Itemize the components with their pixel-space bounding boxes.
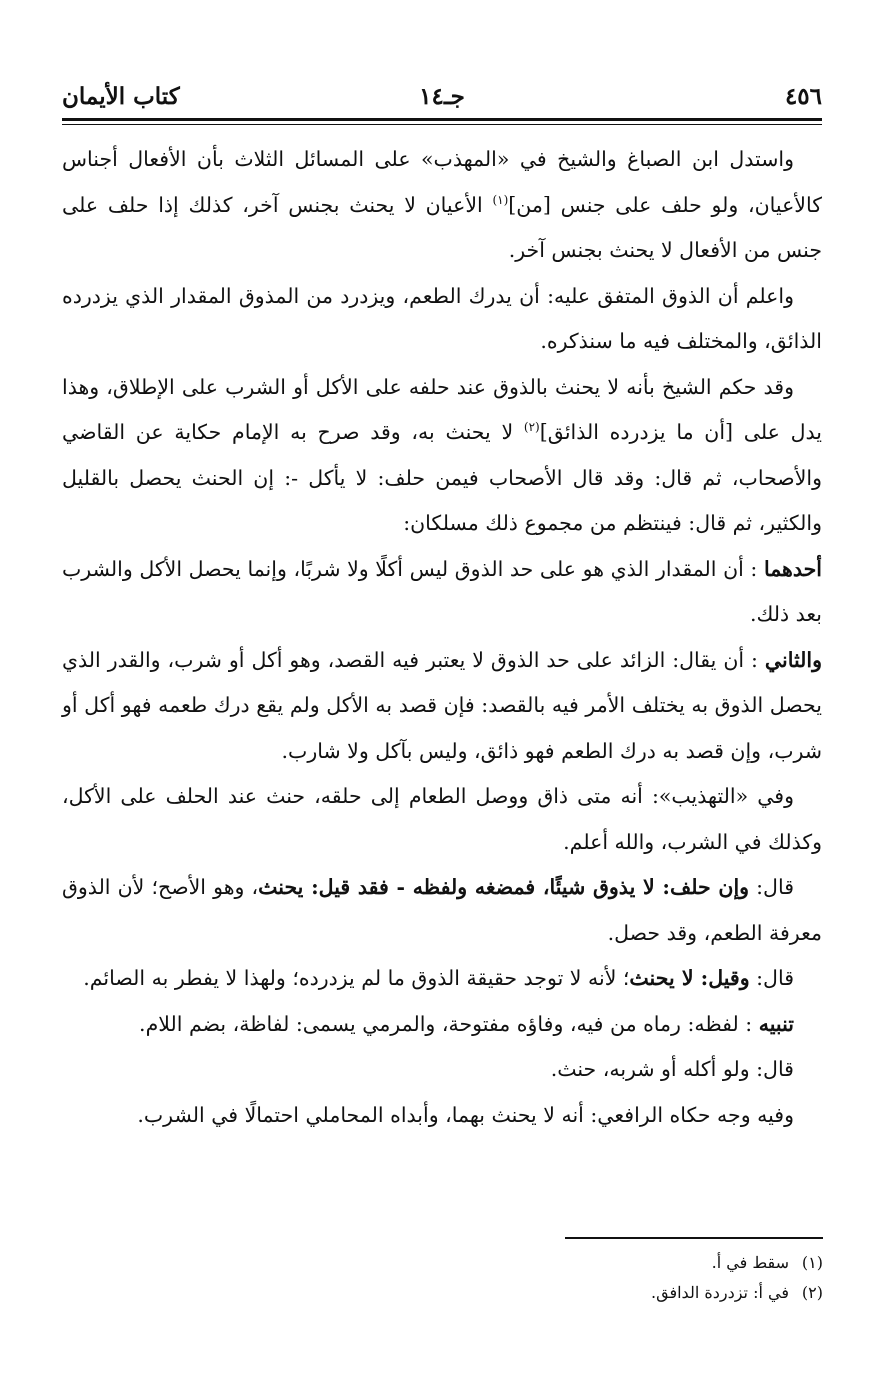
paragraph: وفي «التهذيب»: أنه متى ذاق ووصل الطعام إلى حلقه، حنث عند الحلف على الأكل، وكذلك في الشرب، والله أعلم. <box>62 784 822 854</box>
bold-matn: وإن حلف: لا يذوق شيئًا، فمضغه ولفظه - فقد قيل: يحنث <box>258 875 750 899</box>
paragraph: وفيه وجه حكاه الرافعي: أنه لا يحنث بهما، وأبداه المحاملي احتمالًا في الشرب. <box>137 1102 794 1127</box>
book-title: كتاب الأيمان <box>62 83 180 110</box>
header-rule-thick <box>62 118 822 121</box>
paragraph: تنبيه : لفظه: رماه من فيه، وفاؤه مفتوحة، والمرمي يسمى: لفاظة، بضم اللام. <box>139 1011 794 1036</box>
document-page <box>62 82 822 1138</box>
main-text <box>62 137 822 1138</box>
bold-term: تنبيه <box>758 1011 794 1036</box>
footnote-ref: (١) <box>492 192 509 207</box>
header-rule-thin <box>62 124 822 125</box>
footnote: (١)سقط في أ. <box>711 1253 823 1272</box>
paragraph: أحدهما : أن المقدار الذي هو على حد الذوق ليس أكلًا ولا شربًا، وإنما يحصل الأكل والشرب بعد ذلك. <box>62 556 822 626</box>
bold-term: والثاني <box>764 647 822 672</box>
footnote-ref: (٢) <box>523 420 540 435</box>
footnotes <box>423 1248 823 1308</box>
bold-matn: وقيل: لا يحنث <box>629 966 750 990</box>
footnote: (٢)في أ: تزدردة الدافق. <box>651 1283 823 1302</box>
paragraph: قال: وإن حلف: لا يذوق شيئًا، فمضغه ولفظه - فقد قيل: يحنث، وهو الأصح؛ لأن الذوق معرفة الطعم، وقد حصل. <box>62 875 822 945</box>
paragraph: واستدل ابن الصباغ والشيخ في «المهذب» على المسائل الثلاث بأن الأفعال أجناس كالأعيان، ولو حلف على جنس [من]$^{(١)}$ الأعيان لا يحنث بجنس آخر، كذلك إذا حلف على جنس من الأفعال لا يحنث بجنس آخر. <box>62 147 822 262</box>
paragraph: واعلم أن الذوق المتفق عليه: أن يدرك الطعم، ويزدرد من المذوق المقدار الذي يزدرده الذائق، والمختلف فيه ما سنذكره. <box>62 283 822 353</box>
volume-number: جـ١٤ <box>419 83 465 110</box>
page-number: ٤٥٦ <box>784 83 822 110</box>
paragraph: قال: وقيل: لا يحنث؛ لأنه لا توجد حقيقة الذوق ما لم يزدرده؛ ولهذا لا يفطر به الصائم. <box>83 966 794 990</box>
running-header <box>62 82 822 112</box>
footnote-separator <box>565 1237 823 1239</box>
paragraph: وقد حكم الشيخ بأنه لا يحنث بالذوق عند حلفه على الأكل أو الشرب على الإطلاق، وهذا يدل على [أن ما يزدرده الذائق]$^{(٢)}$ لا يحنث به، وقد صرح به الإمام حكاية عن القاضي والأصحاب، ثم قال: وقد قال الأصحاب فيمن حلف: لا يأكل -: إن الحنث يحصل بالقليل والكثير، ثم قال: فينتظم من مجموع ذلك مسلكان: <box>62 374 822 535</box>
bold-term: أحدهما <box>763 556 822 581</box>
paragraph: والثاني : أن يقال: الزائد على حد الذوق لا يعتبر فيه القصد، وهو أكل أو شرب، والقدر الذي يحصل الذوق به يختلف الأمر فيه بالقصد: فإن قصد به الأكل ولم يقع درك طعمه فهو أكل أو شرب، وإن قصد به درك الطعم فهو ذائق، وليس بآكل ولا شارب. <box>62 647 822 763</box>
paragraph: قال: ولو أكله أو شربه، حنث. <box>550 1057 794 1081</box>
